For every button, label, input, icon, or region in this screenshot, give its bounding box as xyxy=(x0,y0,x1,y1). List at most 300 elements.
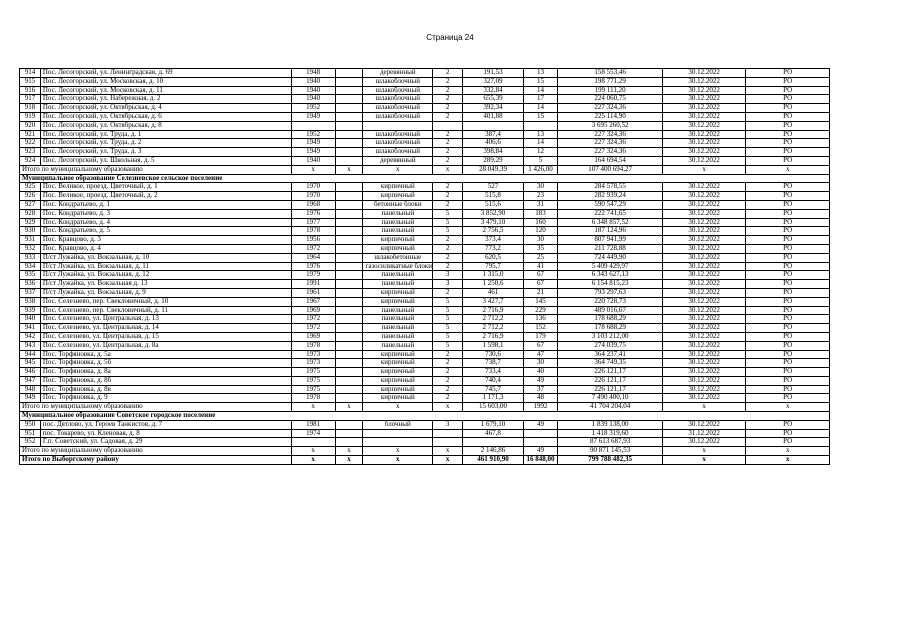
cell-deadline: 30.12.2022 xyxy=(662,156,746,165)
cell-wall-material xyxy=(363,121,433,130)
cell-cost: 3 695 260,52 xyxy=(558,121,662,130)
cell-address: П/ст Лужайка, ул. Вокзальная д. 13 xyxy=(40,280,291,289)
cell-year-rebuilt xyxy=(335,385,363,394)
cell-area: 401,88 xyxy=(463,112,523,121)
cell-method: РО xyxy=(746,385,830,394)
cell-floors xyxy=(433,121,463,130)
table-row xyxy=(20,288,830,297)
cell-address: Пос. Селезнево, ул. Центральная, д. 8а xyxy=(40,341,291,350)
total-year-rebuilt: x xyxy=(335,456,363,465)
cell-floors: 2 xyxy=(433,253,463,262)
total-residents: 16 848,00 xyxy=(523,456,558,465)
cell-floors: 2 xyxy=(433,262,463,271)
table-row xyxy=(20,324,830,333)
cell-residents: 48 xyxy=(523,394,558,403)
cell-deadline: 30.12.2022 xyxy=(662,359,746,368)
cell-wall-material: кирпичный xyxy=(363,359,433,368)
cell-wall-material: кирпичный xyxy=(363,297,433,306)
cell-deadline: 30.12.2022 xyxy=(662,350,746,359)
total-residents: 1992 xyxy=(523,403,558,412)
cell-floors: 2 xyxy=(433,130,463,139)
cell-area: 191,53 xyxy=(463,69,523,78)
cell-area: 2 712,2 xyxy=(463,324,523,333)
cell-address: П/ст Лужайка, ул. Вокзальная, д. 9 xyxy=(40,288,291,297)
table-row xyxy=(20,130,830,139)
cell-row-number: 929 xyxy=(20,218,41,227)
cell-floors xyxy=(433,429,463,438)
table-body xyxy=(20,69,830,465)
cell-area: 2 712,2 xyxy=(463,315,523,324)
cell-area: 461 xyxy=(463,288,523,297)
cell-method: РО xyxy=(746,297,830,306)
cell-deadline: 30.12.2022 xyxy=(662,95,746,104)
cell-method: РО xyxy=(746,341,830,350)
cell-year-built: 1952 xyxy=(291,130,335,139)
cell-wall-material: шлакоблочный xyxy=(363,112,433,121)
cell-row-number: 935 xyxy=(20,271,41,280)
cell-wall-material: кирпичный xyxy=(363,368,433,377)
cell-cost: 724 449,90 xyxy=(558,253,662,262)
cell-residents: 136 xyxy=(523,315,558,324)
cell-address: Пос. Торфяновка, д. 8б xyxy=(40,376,291,385)
total-deadline: x xyxy=(662,403,746,412)
cell-residents: 152 xyxy=(523,324,558,333)
cell-cost: 211 728,88 xyxy=(558,244,662,253)
cell-year-built: 1949 xyxy=(291,112,335,121)
cell-row-number: 941 xyxy=(20,324,41,333)
cell-year-rebuilt xyxy=(335,69,363,78)
cell-address: Пос. Селезнево, ул. Центральная, д. 13 xyxy=(40,315,291,324)
cell-floors: 5 xyxy=(433,209,463,218)
total-year-built: x xyxy=(291,447,335,456)
cell-year-built: 1940 xyxy=(291,86,335,95)
cell-deadline: 30.12.2022 xyxy=(662,218,746,227)
cell-deadline: 30.12.2022 xyxy=(662,420,746,429)
cell-year-rebuilt xyxy=(335,130,363,139)
cell-year-built: 1973 xyxy=(291,350,335,359)
cell-year-built xyxy=(291,438,335,447)
total-floors: x xyxy=(433,403,463,412)
section-title: Муниципальное образование Селезневское сельское поселение xyxy=(20,174,830,183)
cell-row-number: 928 xyxy=(20,209,41,218)
cell-year-rebuilt xyxy=(335,394,363,403)
cell-address: Пос. Торфяновка, д. 9 xyxy=(40,394,291,403)
cell-address: Пос. Селезнево, пер. Свекловичный, д. 10 xyxy=(40,297,291,306)
cell-area: 655,39 xyxy=(463,95,523,104)
cell-cost: 284 578,55 xyxy=(558,183,662,192)
cell-wall-material: шлакоблочный xyxy=(363,104,433,113)
cell-floors: 2 xyxy=(433,69,463,78)
cell-wall-material: панельный xyxy=(363,271,433,280)
cell-year-rebuilt xyxy=(335,95,363,104)
cell-year-rebuilt xyxy=(335,209,363,218)
table-row xyxy=(20,77,830,86)
cell-residents: 40 xyxy=(523,368,558,377)
cell-floors: 5 xyxy=(433,341,463,350)
cell-method: РО xyxy=(746,227,830,236)
cell-area: 515,6 xyxy=(463,200,523,209)
cell-method: РО xyxy=(746,104,830,113)
cell-row-number: 931 xyxy=(20,236,41,245)
cell-year-built: 1970 xyxy=(291,192,335,201)
cell-deadline: 30.12.2022 xyxy=(662,227,746,236)
cell-method: РО xyxy=(746,438,830,447)
cell-deadline: 30.12.2022 xyxy=(662,332,746,341)
cell-wall-material: панельный xyxy=(363,341,433,350)
cell-floors: 2 xyxy=(433,77,463,86)
cell-address: П/ст Лужайка, ул. Вокзальная, д. 10 xyxy=(40,253,291,262)
cell-wall-material: кирпичный xyxy=(363,376,433,385)
cell-residents: 37 xyxy=(523,385,558,394)
table-row xyxy=(20,244,830,253)
cell-residents: 31 xyxy=(523,200,558,209)
cell-year-rebuilt xyxy=(335,192,363,201)
cell-area: 2 716,9 xyxy=(463,332,523,341)
page-title: Страница 24 xyxy=(426,33,474,42)
cell-method: РО xyxy=(746,244,830,253)
cell-row-number: 927 xyxy=(20,200,41,209)
cell-wall-material: панельный xyxy=(363,324,433,333)
cell-method: РО xyxy=(746,121,830,130)
cell-method: РО xyxy=(746,280,830,289)
cell-row-number: 945 xyxy=(20,359,41,368)
cell-floors: 5 xyxy=(433,324,463,333)
cell-year-rebuilt xyxy=(335,438,363,447)
cell-deadline: 30.12.2022 xyxy=(662,236,746,245)
cell-year-built: 1940 xyxy=(291,77,335,86)
cell-floors: 2 xyxy=(433,104,463,113)
cell-row-number: 948 xyxy=(20,385,41,394)
cell-year-built: 1975 xyxy=(291,368,335,377)
cell-cost: 220 728,73 xyxy=(558,297,662,306)
total-area: 461 910,90 xyxy=(463,456,523,465)
cell-cost: 227 324,36 xyxy=(558,104,662,113)
total-year-rebuilt: x xyxy=(335,403,363,412)
table-row xyxy=(20,376,830,385)
cell-year-built: 1972 xyxy=(291,315,335,324)
housing-register-table xyxy=(19,68,830,465)
total-deadline: x xyxy=(662,447,746,456)
cell-year-rebuilt xyxy=(335,306,363,315)
cell-row-number: 918 xyxy=(20,104,41,113)
cell-floors: 2 xyxy=(433,200,463,209)
cell-cost: 227 324,36 xyxy=(558,139,662,148)
cell-wall-material: деревянный xyxy=(363,69,433,78)
cell-residents: 49 xyxy=(523,420,558,429)
table-row xyxy=(20,332,830,341)
cell-row-number: 930 xyxy=(20,227,41,236)
cell-residents: 47 xyxy=(523,350,558,359)
cell-area: 332,84 xyxy=(463,86,523,95)
cell-row-number: 942 xyxy=(20,332,41,341)
table-row xyxy=(20,385,830,394)
cell-row-number: 920 xyxy=(20,121,41,130)
cell-deadline: 30.12.2022 xyxy=(662,368,746,377)
cell-row-number: 926 xyxy=(20,192,41,201)
cell-row-number: 934 xyxy=(20,262,41,271)
cell-area: 740,4 xyxy=(463,376,523,385)
cell-deadline: 30.12.2022 xyxy=(662,288,746,297)
cell-year-rebuilt xyxy=(335,77,363,86)
cell-deadline: 30.12.2022 xyxy=(662,262,746,271)
cell-wall-material: панельный xyxy=(363,315,433,324)
subtotal-row xyxy=(20,165,830,174)
cell-method: РО xyxy=(746,183,830,192)
table-row xyxy=(20,95,830,104)
cell-address: Пос. Великое, проезд. Цветочный, д. 2 xyxy=(40,192,291,201)
total-wall-material: x xyxy=(363,456,433,465)
cell-year-rebuilt xyxy=(335,315,363,324)
cell-row-number: 944 xyxy=(20,350,41,359)
cell-year-rebuilt xyxy=(335,148,363,157)
cell-cost: 489 016,67 xyxy=(558,306,662,315)
cell-year-built: 1977 xyxy=(291,218,335,227)
cell-method: РО xyxy=(746,192,830,201)
cell-method: РО xyxy=(746,148,830,157)
total-year-rebuilt: x xyxy=(335,165,363,174)
cell-floors: 5 xyxy=(433,297,463,306)
cell-cost: 282 939,24 xyxy=(558,192,662,201)
table-row xyxy=(20,368,830,377)
cell-cost: 3 103 212,00 xyxy=(558,332,662,341)
cell-year-rebuilt xyxy=(335,218,363,227)
cell-residents: 14 xyxy=(523,104,558,113)
cell-deadline: 30.12.2022 xyxy=(662,104,746,113)
cell-year-rebuilt xyxy=(335,227,363,236)
cell-area: 738,7 xyxy=(463,359,523,368)
cell-cost: 807 941,99 xyxy=(558,236,662,245)
cell-method: РО xyxy=(746,262,830,271)
cell-year-built: 1969 xyxy=(291,332,335,341)
table-row xyxy=(20,104,830,113)
cell-address: Пос. Лесогорский, ул. Октябрьская, д. 8 xyxy=(40,121,291,130)
cell-floors: 3 xyxy=(433,420,463,429)
cell-deadline: 30.12.2022 xyxy=(662,209,746,218)
cell-method: РО xyxy=(746,236,830,245)
cell-address: Пос. Лесогорский, ул. Ленинградская, д. 69 xyxy=(40,69,291,78)
cell-deadline: 30.12.2022 xyxy=(662,139,746,148)
cell-area: 289,29 xyxy=(463,156,523,165)
cell-year-built: 1964 xyxy=(291,253,335,262)
total-method: x xyxy=(746,456,830,465)
cell-deadline: 31.12.2022 xyxy=(662,429,746,438)
cell-area: 3 479,10 xyxy=(463,218,523,227)
total-method: x xyxy=(746,447,830,456)
cell-method: РО xyxy=(746,315,830,324)
cell-floors: 5 xyxy=(433,218,463,227)
total-label: Итого по муниципальному образованию xyxy=(20,165,292,174)
cell-deadline: 30.12.2022 xyxy=(662,253,746,262)
table-row xyxy=(20,227,830,236)
cell-floors: 2 xyxy=(433,244,463,253)
table-row xyxy=(20,218,830,227)
table-row xyxy=(20,253,830,262)
cell-address: Пос. Торфяновка, д. 8в xyxy=(40,385,291,394)
table-row xyxy=(20,192,830,201)
cell-year-rebuilt xyxy=(335,280,363,289)
table-row xyxy=(20,156,830,165)
cell-wall-material: шлакобетонные xyxy=(363,253,433,262)
cell-year-rebuilt xyxy=(335,183,363,192)
cell-year-built: 1940 xyxy=(291,156,335,165)
cell-floors: 2 xyxy=(433,288,463,297)
cell-residents: 14 xyxy=(523,139,558,148)
cell-deadline: 30.12.2022 xyxy=(662,306,746,315)
cell-method: РО xyxy=(746,112,830,121)
cell-residents xyxy=(523,121,558,130)
cell-address: Пос. Лесогорский, ул. Московская, д. 10 xyxy=(40,77,291,86)
cell-year-rebuilt xyxy=(335,288,363,297)
cell-year-rebuilt xyxy=(335,350,363,359)
cell-year-built: 1967 xyxy=(291,297,335,306)
cell-row-number: 952 xyxy=(20,438,41,447)
cell-deadline: 30.12.2022 xyxy=(662,324,746,333)
cell-address: Г.п. Советский, ул. Садовая, д. 29 xyxy=(40,438,291,447)
cell-cost: 87 613 687,93 xyxy=(558,438,662,447)
cell-year-built: 1968 xyxy=(291,200,335,209)
table-row xyxy=(20,315,830,324)
cell-cost: 274 039,75 xyxy=(558,341,662,350)
cell-residents: 15 xyxy=(523,112,558,121)
cell-method: РО xyxy=(746,332,830,341)
cell-method: РО xyxy=(746,130,830,139)
cell-method: РО xyxy=(746,156,830,165)
cell-address: Пос. Лесогорский, ул. Набережная, д. 2 xyxy=(40,95,291,104)
cell-floors: 2 xyxy=(433,156,463,165)
cell-year-built xyxy=(291,121,335,130)
cell-floors: 2 xyxy=(433,148,463,157)
cell-method: РО xyxy=(746,200,830,209)
cell-floors: 2 xyxy=(433,394,463,403)
subtotal-row xyxy=(20,447,830,456)
cell-residents: 49 xyxy=(523,376,558,385)
table-row xyxy=(20,350,830,359)
cell-year-built: 1956 xyxy=(291,236,335,245)
cell-year-rebuilt xyxy=(335,324,363,333)
cell-wall-material: шлакоблочный xyxy=(363,148,433,157)
cell-method: РО xyxy=(746,288,830,297)
cell-area xyxy=(463,121,523,130)
cell-area xyxy=(463,438,523,447)
cell-wall-material: кирпичный xyxy=(363,288,433,297)
table-row xyxy=(20,271,830,280)
cell-floors: 2 xyxy=(433,192,463,201)
cell-floors: 5 xyxy=(433,227,463,236)
cell-floors: 5 xyxy=(433,332,463,341)
table-row xyxy=(20,297,830,306)
cell-method: РО xyxy=(746,218,830,227)
cell-method: РО xyxy=(746,86,830,95)
cell-year-built: 1975 xyxy=(291,385,335,394)
table-row xyxy=(20,394,830,403)
cell-address: Пос. Лесогорский, ул. Труда, д. 2 xyxy=(40,139,291,148)
cell-residents: 21 xyxy=(523,288,558,297)
cell-cost: 1 839 138,00 xyxy=(558,420,662,429)
cell-deadline: 30.12.2022 xyxy=(662,77,746,86)
cell-deadline: 30.12.2022 xyxy=(662,69,746,78)
cell-year-built: 1976 xyxy=(291,209,335,218)
cell-wall-material: блочный xyxy=(363,420,433,429)
total-area: 2 146,86 xyxy=(463,447,523,456)
cell-method: РО xyxy=(746,69,830,78)
cell-row-number: 940 xyxy=(20,315,41,324)
table-row xyxy=(20,200,830,209)
cell-row-number: 946 xyxy=(20,368,41,377)
cell-residents: 12 xyxy=(523,148,558,157)
cell-floors: 2 xyxy=(433,350,463,359)
cell-address: Пос. Лесогорский, ул. Труда, д. 3 xyxy=(40,148,291,157)
cell-residents: 145 xyxy=(523,297,558,306)
cell-wall-material: кирпичный xyxy=(363,183,433,192)
table-row xyxy=(20,139,830,148)
cell-year-built: 1976 xyxy=(291,262,335,271)
cell-area: 3 852,90 xyxy=(463,209,523,218)
cell-address: пос. Дятлово, ул. Героев Танкистов, д. 7 xyxy=(40,420,291,429)
cell-deadline: 30.12.2022 xyxy=(662,438,746,447)
cell-row-number: 922 xyxy=(20,139,41,148)
cell-deadline: 30.12.2022 xyxy=(662,385,746,394)
cell-area: 733,4 xyxy=(463,368,523,377)
cell-residents: 67 xyxy=(523,271,558,280)
cell-residents: 67 xyxy=(523,341,558,350)
cell-wall-material xyxy=(363,438,433,447)
total-residents: 49 xyxy=(523,447,558,456)
cell-cost: 5 409 429,97 xyxy=(558,262,662,271)
cell-residents: 67 xyxy=(523,280,558,289)
cell-year-rebuilt xyxy=(335,236,363,245)
cell-area: 373,4 xyxy=(463,236,523,245)
cell-deadline: 30.12.2022 xyxy=(662,148,746,157)
cell-method: РО xyxy=(746,253,830,262)
total-label: Итого по муниципальному образованию xyxy=(20,403,292,412)
cell-row-number: 917 xyxy=(20,95,41,104)
cell-address: пос. Токарево, ул. Кленовая, д. 8 xyxy=(40,429,291,438)
cell-cost: 590 547,29 xyxy=(558,200,662,209)
cell-row-number: 947 xyxy=(20,376,41,385)
cell-floors: 3 xyxy=(433,280,463,289)
total-deadline: x xyxy=(662,456,746,465)
cell-year-built: 1949 xyxy=(291,139,335,148)
cell-residents xyxy=(523,438,558,447)
cell-wall-material: кирпичный xyxy=(363,244,433,253)
total-floors: x xyxy=(433,447,463,456)
cell-residents: 35 xyxy=(523,244,558,253)
cell-row-number: 933 xyxy=(20,253,41,262)
cell-area: 467,8 xyxy=(463,429,523,438)
cell-floors: 2 xyxy=(433,236,463,245)
cell-wall-material: шлакоблочный xyxy=(363,130,433,139)
total-cost: 90 871 145,53 xyxy=(558,447,662,456)
cell-area: 387,4 xyxy=(463,130,523,139)
cell-year-rebuilt xyxy=(335,262,363,271)
cell-cost: 225 114,90 xyxy=(558,112,662,121)
cell-year-rebuilt xyxy=(335,359,363,368)
cell-row-number: 915 xyxy=(20,77,41,86)
total-cost: 41 704 204,04 xyxy=(558,403,662,412)
total-year-built: x xyxy=(291,403,335,412)
cell-cost: 187 124,96 xyxy=(558,227,662,236)
cell-cost: 1 418 319,60 xyxy=(558,429,662,438)
cell-address: Пос. Лесогорский, ул. Школьная, д. 5 xyxy=(40,156,291,165)
cell-address: Пос. Торфяновка, д. 8а xyxy=(40,368,291,377)
cell-floors xyxy=(433,438,463,447)
cell-year-rebuilt xyxy=(335,429,363,438)
cell-wall-material: кирпичный xyxy=(363,350,433,359)
cell-deadline: 30.12.2022 xyxy=(662,394,746,403)
cell-year-rebuilt xyxy=(335,104,363,113)
cell-row-number: 923 xyxy=(20,148,41,157)
cell-year-rebuilt xyxy=(335,271,363,280)
